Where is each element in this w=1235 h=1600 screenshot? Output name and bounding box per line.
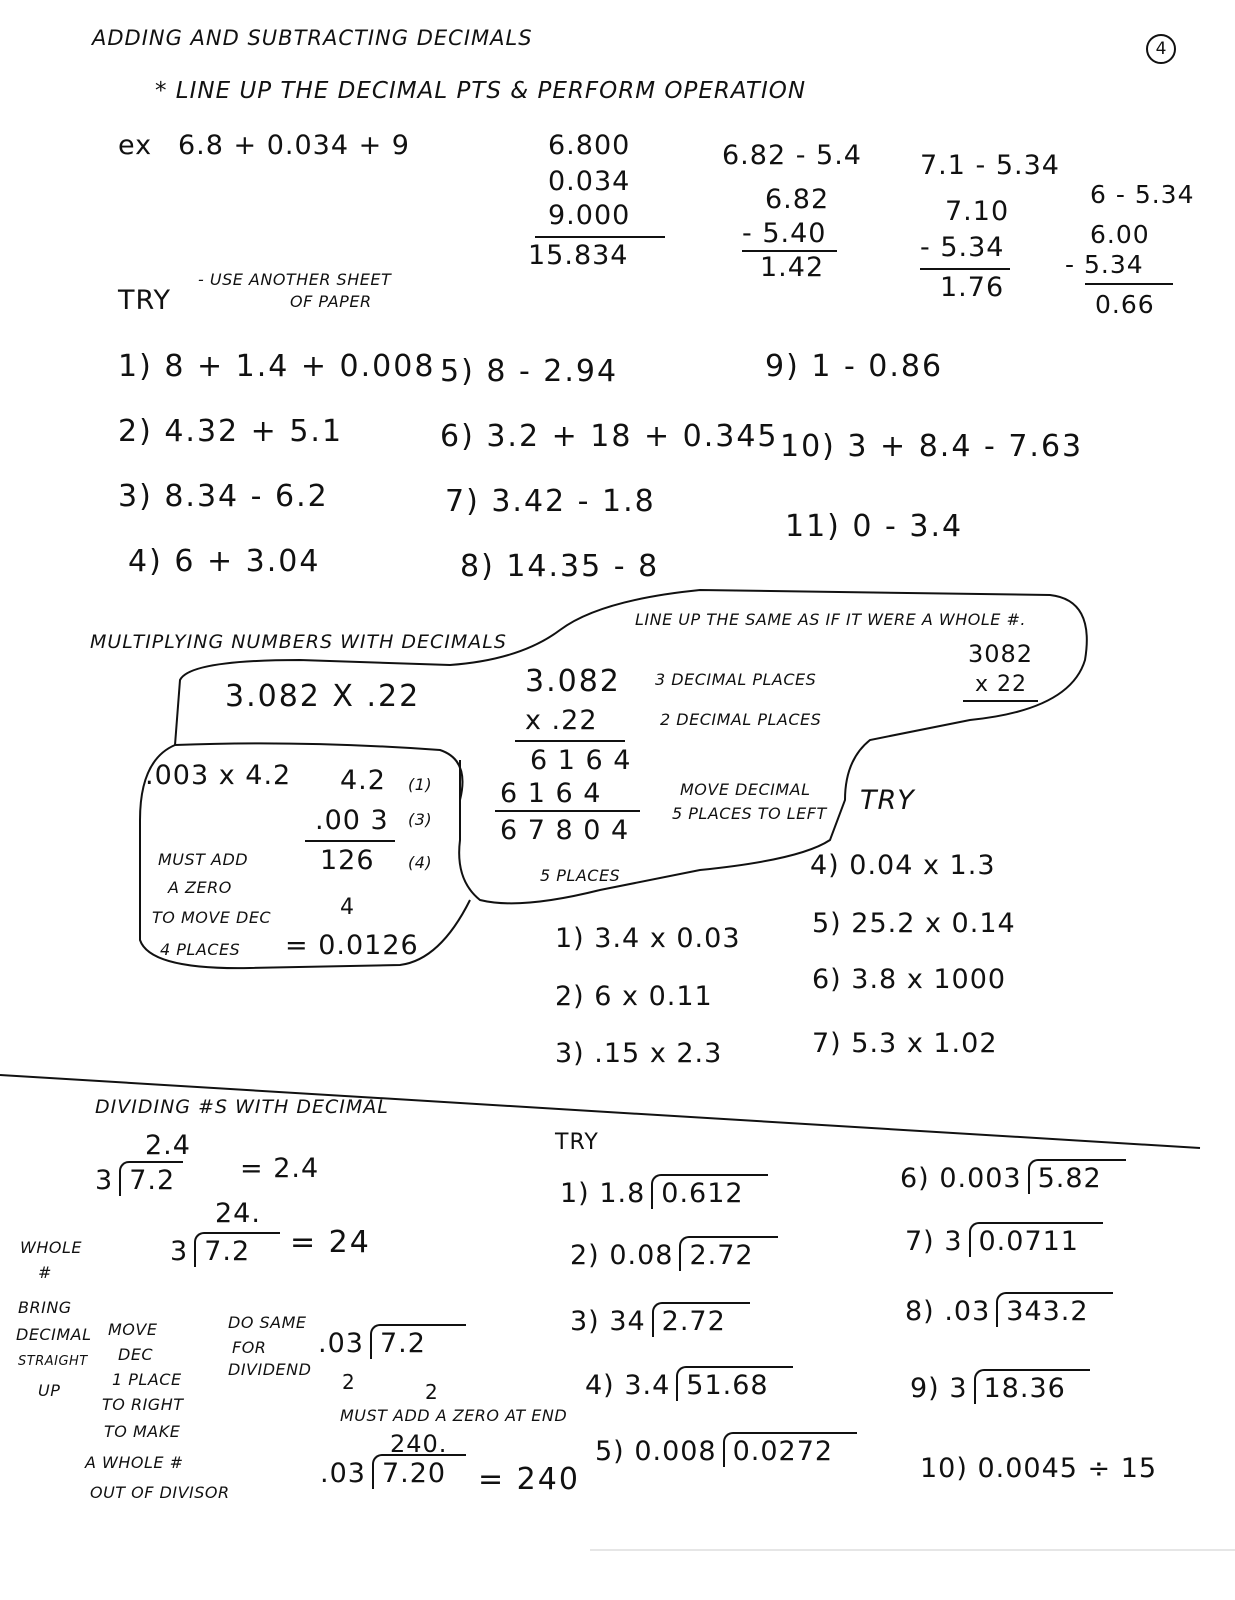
stack-row: - 5.34 bbox=[1065, 250, 1144, 279]
divisor: 1.8 bbox=[599, 1178, 646, 1209]
dividend: 2.72 bbox=[652, 1302, 750, 1337]
note: MUST ADD bbox=[158, 850, 249, 869]
stack-sum: 1.76 bbox=[940, 272, 1005, 303]
problem: 9) 1 - 0.86 bbox=[765, 349, 944, 384]
divisor: 3.4 bbox=[624, 1370, 671, 1401]
note: OUT OF DIVISOR bbox=[90, 1483, 230, 1502]
rule-line bbox=[515, 740, 625, 742]
example-expression: 6.8 + 0.034 + 9 bbox=[178, 130, 410, 161]
problem-number: 1) bbox=[560, 1178, 590, 1209]
problem: 7) 5.3 x 1.02 bbox=[812, 1028, 998, 1059]
divisor: 3 bbox=[949, 1373, 968, 1404]
divisor: 3 bbox=[944, 1226, 963, 1257]
place-count: (4) bbox=[408, 853, 433, 872]
rule-line bbox=[963, 700, 1038, 702]
problem bbox=[905, 1298, 1113, 1325]
problem bbox=[905, 1228, 1103, 1255]
divisor: 34 bbox=[609, 1306, 646, 1337]
note: 4 PLACES bbox=[160, 940, 241, 959]
problem-number: 2) bbox=[570, 1240, 600, 1271]
dividend: 0.612 bbox=[651, 1174, 767, 1209]
dividend: 7.2 bbox=[194, 1232, 280, 1267]
problem-number: 6) bbox=[900, 1163, 930, 1194]
dividend: 7.20 bbox=[372, 1454, 466, 1489]
result: = 24 bbox=[290, 1225, 371, 1260]
dividend: 51.68 bbox=[676, 1366, 792, 1401]
try-note: - USE ANOTHER SHEET bbox=[198, 270, 392, 289]
try-label: TRY bbox=[118, 285, 172, 316]
problem bbox=[595, 1438, 857, 1465]
divisor: .03 bbox=[944, 1296, 991, 1327]
problem-number: 9) bbox=[910, 1373, 940, 1404]
note: DECIMAL bbox=[16, 1325, 92, 1344]
dividend: 2.72 bbox=[679, 1236, 777, 1271]
note: TO MAKE bbox=[104, 1422, 181, 1441]
stack-row: 9.000 bbox=[548, 200, 631, 231]
example-expression: 6 - 5.34 bbox=[1090, 180, 1195, 209]
quotient: 240. bbox=[390, 1430, 448, 1458]
stack-row: 6.800 bbox=[548, 130, 631, 161]
try-note: OF PAPER bbox=[290, 292, 372, 311]
note: A ZERO bbox=[168, 878, 232, 897]
dividend: 7.2 bbox=[370, 1324, 466, 1359]
example-expression: 6.82 - 5.4 bbox=[722, 140, 862, 171]
problem: 4) 0.04 x 1.3 bbox=[810, 850, 996, 881]
stack-sum: 1.42 bbox=[760, 252, 825, 283]
note: A WHOLE # bbox=[85, 1453, 184, 1472]
stack-row: 6.00 bbox=[1090, 220, 1150, 249]
product: 6 7 8 0 4 bbox=[500, 815, 630, 846]
problem bbox=[570, 1308, 750, 1335]
rule-line bbox=[305, 840, 395, 842]
factor: 3.082 bbox=[525, 664, 621, 699]
note: TO RIGHT bbox=[102, 1395, 184, 1414]
problem: 7) 3.42 - 1.8 bbox=[445, 484, 656, 519]
problem: 2) 4.32 + 5.1 bbox=[118, 414, 344, 449]
shift-count: 2 bbox=[425, 1380, 438, 1404]
problem bbox=[900, 1165, 1126, 1192]
problem: 11) 0 - 3.4 bbox=[785, 509, 964, 544]
shift-count: 2 bbox=[342, 1370, 355, 1394]
divisor: 0.008 bbox=[634, 1436, 717, 1467]
stack-sum: 0.66 bbox=[1095, 290, 1155, 319]
problem-number: 3) bbox=[570, 1306, 600, 1337]
whole-factor: x 22 bbox=[975, 672, 1028, 697]
dividend: 5.82 bbox=[1028, 1159, 1126, 1194]
problem: 6) 3.2 + 18 + 0.345 bbox=[440, 419, 779, 454]
dividend: 18.36 bbox=[974, 1369, 1090, 1404]
worksheet-title: ADDING AND SUBTRACTING DECIMALS bbox=[92, 26, 533, 50]
partial-product: 6 1 6 4 bbox=[500, 778, 602, 809]
move-note: MOVE DECIMAL bbox=[680, 780, 811, 799]
problem bbox=[585, 1372, 793, 1399]
problem-number: 5) bbox=[595, 1436, 625, 1467]
dividend: 0.0711 bbox=[969, 1222, 1103, 1257]
note: 1 PLACE bbox=[112, 1370, 182, 1389]
factor-note: 3 DECIMAL PLACES bbox=[655, 670, 817, 689]
note: BRING bbox=[18, 1298, 72, 1317]
factor-note: 2 DECIMAL PLACES bbox=[660, 710, 822, 729]
result: = 2.4 bbox=[240, 1153, 320, 1184]
problem-number: 7) bbox=[905, 1226, 935, 1257]
place-count: (1) bbox=[408, 775, 433, 794]
note: DEC bbox=[118, 1345, 154, 1364]
problem: 1) 8 + 1.4 + 0.008 bbox=[118, 349, 436, 384]
problem: 10) 0.0045 ÷ 15 bbox=[920, 1453, 1158, 1484]
problem: 5) 8 - 2.94 bbox=[440, 354, 619, 389]
example-expression: .003 x 4.2 bbox=[145, 760, 292, 791]
product: 126 bbox=[320, 845, 375, 876]
problem: 8) 14.35 - 8 bbox=[460, 549, 660, 584]
problem bbox=[910, 1375, 1090, 1402]
example-expression: 3.082 X .22 bbox=[225, 679, 421, 714]
stack-row: 7.10 bbox=[945, 196, 1010, 227]
stack-row: 0.034 bbox=[548, 166, 631, 197]
problem: 3) 8.34 - 6.2 bbox=[118, 479, 329, 514]
stack-row: - 5.34 bbox=[920, 232, 1005, 263]
problem: 10) 3 + 8.4 - 7.63 bbox=[780, 429, 1084, 464]
section-title: MULTIPLYING NUMBERS WITH DECIMALS bbox=[90, 631, 507, 653]
problem: 3) .15 x 2.3 bbox=[555, 1038, 723, 1069]
quotient: 24. bbox=[215, 1198, 261, 1229]
dividend: 343.2 bbox=[996, 1292, 1112, 1327]
problem-number: 8) bbox=[905, 1296, 935, 1327]
places-note: 5 PLACES bbox=[540, 866, 621, 885]
example-expression: 7.1 - 5.34 bbox=[920, 150, 1060, 181]
dividend: 0.0272 bbox=[723, 1432, 857, 1467]
problem-number: 4) bbox=[585, 1370, 615, 1401]
problem: 4) 6 + 3.04 bbox=[128, 544, 321, 579]
stack-row: - 5.40 bbox=[742, 218, 827, 249]
divisor: 0.003 bbox=[939, 1163, 1022, 1194]
problem bbox=[560, 1180, 768, 1207]
divisor: 0.08 bbox=[609, 1240, 674, 1271]
page-number: 4 bbox=[1146, 34, 1176, 64]
problem: 2) 6 x 0.11 bbox=[555, 981, 713, 1012]
whole-factor: 3082 bbox=[968, 640, 1034, 668]
zero-note: MUST ADD A ZERO AT END bbox=[340, 1406, 568, 1425]
note: FOR bbox=[232, 1338, 267, 1357]
note: WHOLE bbox=[20, 1238, 82, 1257]
divisor: 3 bbox=[170, 1236, 189, 1267]
line-up-note: LINE UP THE SAME AS IF IT WERE A WHOLE #. bbox=[635, 610, 1026, 629]
section-title: DIVIDING #S WITH DECIMAL bbox=[95, 1096, 389, 1118]
place-count: (3) bbox=[408, 810, 433, 829]
problem: 1) 3.4 x 0.03 bbox=[555, 923, 741, 954]
divisor: .03 bbox=[320, 1458, 366, 1489]
factor: .00 3 bbox=[315, 805, 389, 836]
partial-product: 6 1 6 4 bbox=[530, 745, 632, 776]
note: # bbox=[38, 1263, 52, 1282]
stack-sum: 15.834 bbox=[528, 240, 629, 271]
note: TO MOVE DEC bbox=[152, 908, 272, 927]
factor: 4.2 bbox=[340, 765, 386, 796]
divisor: 3 bbox=[95, 1165, 114, 1196]
note: DIVIDEND bbox=[228, 1360, 312, 1379]
result: = 240 bbox=[478, 1462, 580, 1497]
move-note: 5 PLACES TO LEFT bbox=[672, 804, 827, 823]
try-label: TRY bbox=[555, 1130, 599, 1155]
dividend: 7.2 bbox=[119, 1161, 183, 1196]
example-label: ex bbox=[118, 130, 153, 161]
note: MOVE bbox=[108, 1320, 158, 1339]
note: DO SAME bbox=[228, 1313, 307, 1332]
rule-line bbox=[495, 810, 640, 812]
move-count: 4 bbox=[340, 895, 354, 920]
divisor: .03 bbox=[318, 1328, 364, 1359]
factor: x .22 bbox=[525, 705, 598, 736]
problem: 6) 3.8 x 1000 bbox=[812, 964, 1007, 995]
note: STRAIGHT bbox=[18, 1354, 88, 1369]
rule-text: * LINE UP THE DECIMAL PTS & PERFORM OPERATION bbox=[155, 78, 807, 104]
result: = 0.0126 bbox=[285, 930, 419, 961]
problem bbox=[570, 1242, 778, 1269]
problem: 5) 25.2 x 0.14 bbox=[812, 908, 1016, 939]
quotient: 2.4 bbox=[145, 1130, 191, 1161]
try-label: TRY bbox=[860, 785, 915, 816]
note: UP bbox=[38, 1381, 61, 1400]
stack-row: 6.82 bbox=[765, 184, 830, 215]
